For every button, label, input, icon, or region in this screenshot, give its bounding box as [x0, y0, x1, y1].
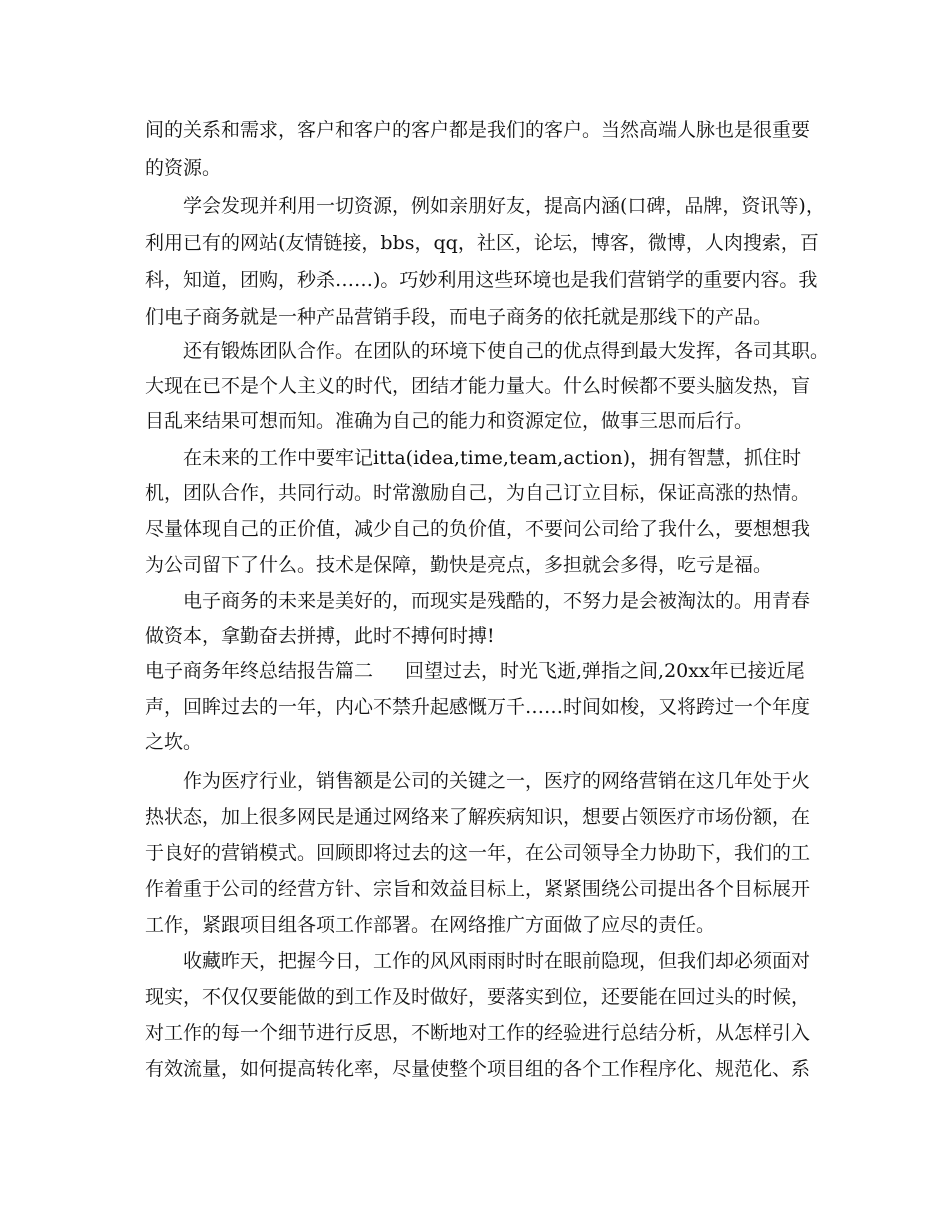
paragraph-line: 声，回眸过去的一年，内心不禁升起感慨万千……时间如梭，又将跨过一个年度 — [145, 696, 811, 718]
paragraph-line: 尽量体现自己的正价值，减少自己的负价值，不要问公司给了我什么，要想想我 — [145, 518, 811, 540]
section-heading-title: 电子商务年终总结报告篇二 — [145, 660, 374, 682]
paragraph-line: 大现在已不是个人主义的时代，团结才能力量大。什么时候都不要头脑发热，盲 — [145, 375, 811, 397]
paragraph-line: 热状态，加上很多网民是通过网络来了解疾病知识，想要占领医疗市场份额，在 — [145, 806, 811, 828]
paragraph-line: 学会发现并利用一切资源，例如亲朋好友，提高内涵(口碑，品牌，资讯等)， — [183, 195, 825, 217]
paragraph-line: 还有锻炼团队合作。在团队的环境下使自己的优点得到最大发挥，各司其职。 — [183, 340, 830, 362]
paragraph-line: 为公司留下了什么。技术是保障，勤快是亮点，多担就会多得，吃亏是福。 — [145, 554, 773, 576]
paragraph-line: 作着重于公司的经营方针、宗旨和效益目标上，紧紧围绕公司提出各个目标展开 — [145, 878, 811, 900]
paragraph-line: 机，团队合作，共同行动。时常激励自己，为自己订立目标，保证高涨的热情。 — [145, 482, 811, 504]
paragraph-line: 们电子商务就是一种产品营销手段，而电子商务的依托就是那线下的产品。 — [145, 306, 773, 328]
section-heading-intro: 回望过去，时光飞逝,弹指之间,20xx年已接近尾 — [405, 660, 805, 682]
paragraph-line: 做资本，拿勤奋去拼搏，此时不搏何时搏! — [145, 625, 495, 647]
paragraph-line: 对工作的每一个细节进行反思，不断地对工作的经验进行总结分析，从怎样引入 — [145, 1022, 811, 1044]
paragraph-line: 电子商务的未来是美好的，而现实是残酷的，不努力是会被淘汰的。用青春 — [183, 590, 811, 612]
paragraph-line: 有效流量，如何提高转化率，尽量使整个项目组的各个工作程序化、规范化、系 — [145, 1058, 811, 1080]
paragraph-line: 在未来的工作中要牢记itta(idea,time,team,action)，拥有智慧，抓住时 — [183, 447, 801, 469]
paragraph-line: 作为医疗行业，销售额是公司的关键之一，医疗的网络营销在这几年处于火 — [183, 770, 811, 792]
paragraph-line: 之坎。 — [145, 731, 203, 753]
paragraph-line: 利用已有的网站(友情链接，bbs，qq，社区，论坛，博客，微博，人肉搜索，百 — [145, 232, 819, 254]
paragraph-line: 的资源。 — [145, 157, 222, 179]
paragraph-line: 科，知道，团购，秒杀……)。巧妙利用这些环境也是我们营销学的重要内容。我 — [145, 269, 818, 291]
section-heading-line — [145, 654, 805, 688]
paragraph-line: 间的关系和需求，客户和客户的客户都是我们的客户。当然高端人脉也是很重要 — [145, 119, 811, 141]
paragraph-line: 收藏昨天，把握今日，工作的风风雨雨时时在眼前隐现，但我们却必须面对 — [183, 950, 811, 972]
paragraph-line: 现实，不仅仅要能做的到工作及时做好，要落实到位，还要能在回过头的时候， — [145, 986, 811, 1008]
paragraph-line: 于良好的营销模式。回顾即将过去的这一年，在公司领导全力协助下，我们的工 — [145, 842, 811, 864]
paragraph-line: 工作，紧跟项目组各项工作部署。在网络推广方面做了应尽的责任。 — [145, 914, 716, 936]
paragraph-line: 目乱来结果可想而知。准确为自己的能力和资源定位，做事三思而后行。 — [145, 410, 754, 432]
